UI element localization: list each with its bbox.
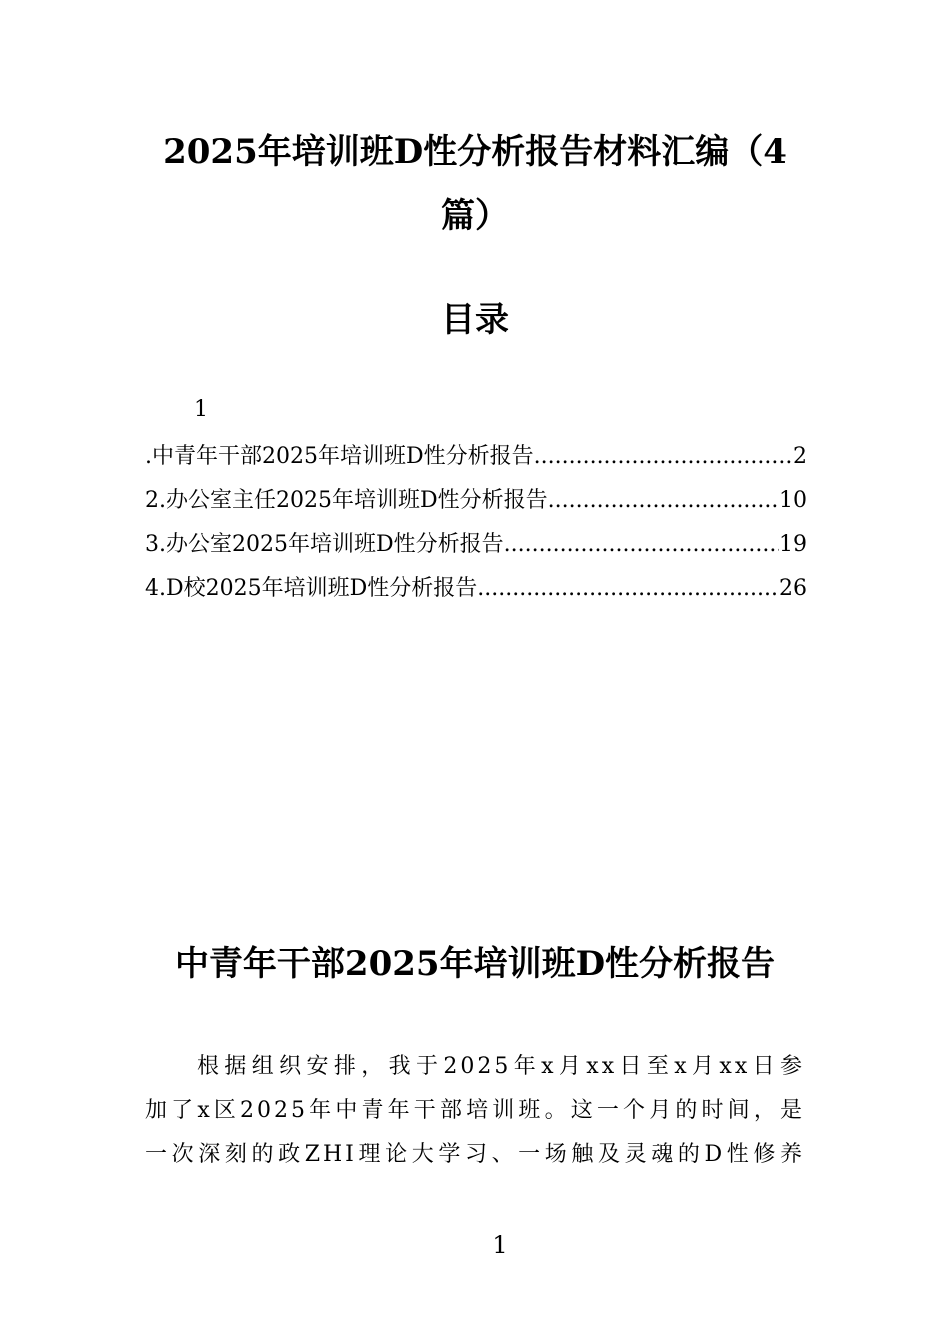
document-title: 2025年培训班D性分析报告材料汇编（4篇） [163, 132, 787, 236]
toc-leader-dots [477, 571, 779, 607]
body-paragraph [145, 1045, 805, 1177]
toc-entry-title: 2.办公室主任2025年培训班D性分析报告 [145, 488, 548, 513]
toc-heading: 目录 [441, 300, 509, 340]
toc-entry-page: 2 [793, 444, 807, 469]
body-line: 一次深刻的政ZHI理论大学习、一场触及灵魂的D性修养 [145, 1142, 805, 1167]
toc-entry[interactable] [145, 571, 807, 615]
toc-entry-title: 3.办公室2025年培训班D性分析报告 [145, 532, 504, 557]
table-of-contents [145, 439, 807, 615]
toc-entry-page: 10 [779, 488, 807, 513]
toc-entry[interactable] [145, 527, 807, 571]
toc-entry-title: 4.D校2025年培训班D性分析报告 [145, 576, 478, 601]
toc-entry[interactable] [145, 439, 807, 483]
toc-leader-dots [534, 439, 793, 475]
body-line: 加了x区2025年中青年干部培训班。这一个月的时间，是 [145, 1098, 805, 1123]
body-line: 根据组织安排，我于2025年x月xx日至x月xx日参 [197, 1054, 805, 1079]
toc-entry[interactable] [145, 483, 807, 527]
toc-entry-page: 19 [779, 532, 807, 557]
toc-entry-page: 26 [779, 576, 807, 601]
page-number: 1 [492, 1231, 508, 1259]
toc-leader-dots [548, 483, 779, 519]
toc-lead-number: 1 [194, 397, 208, 422]
toc-entry-title: .中青年干部2025年培训班D性分析报告 [145, 444, 534, 469]
section-title: 中青年干部2025年培训班D性分析报告 [174, 944, 776, 984]
toc-leader-dots [504, 527, 779, 563]
